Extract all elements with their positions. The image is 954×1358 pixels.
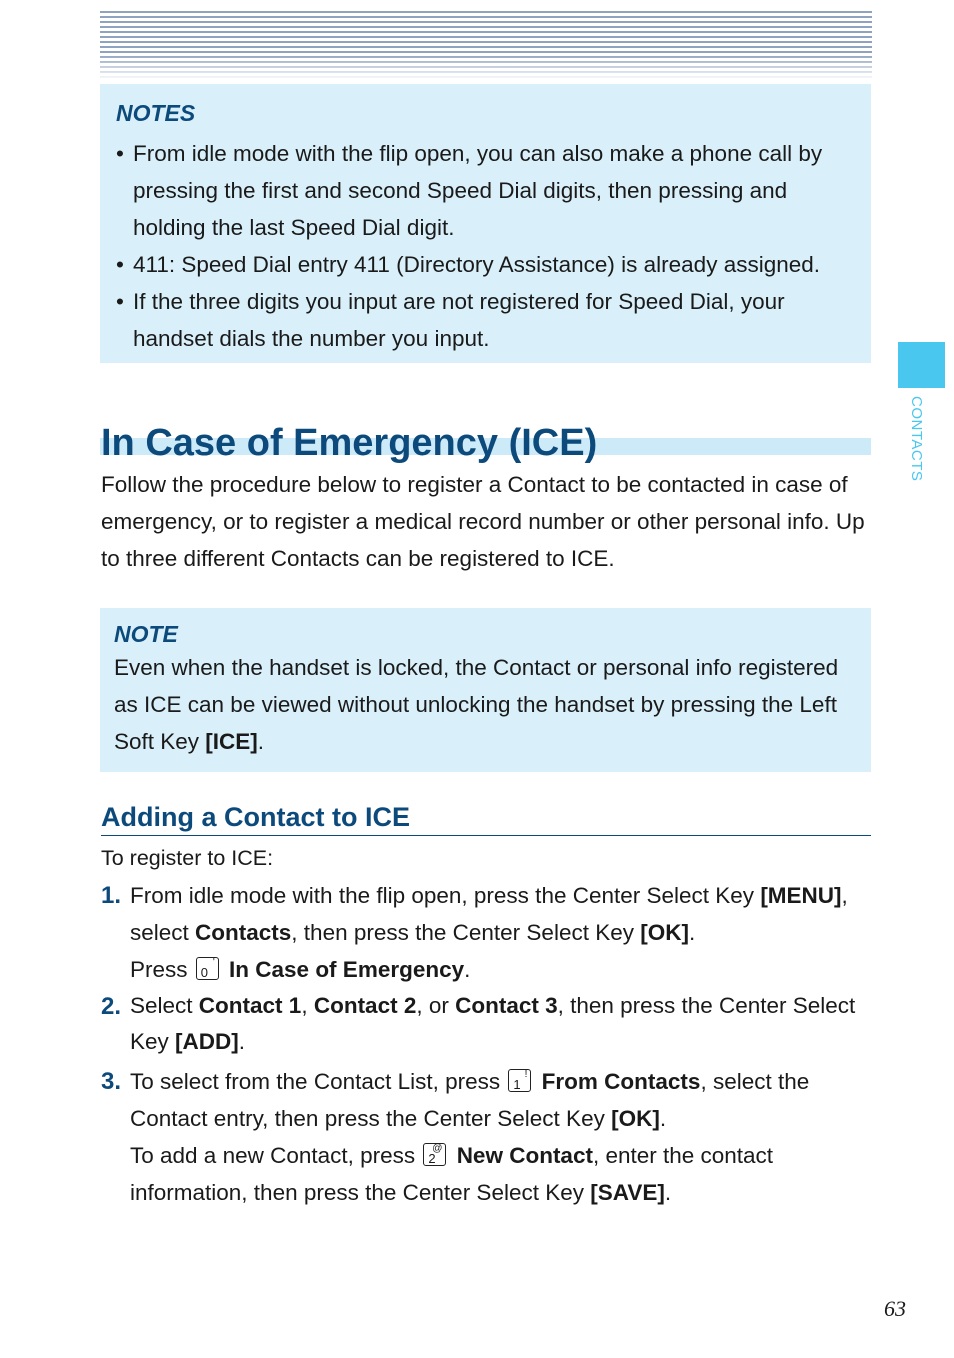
- note-text-main: Even when the handset is locked, the Contact or personal info registered as ICE can be viewed without unlocking the handset by pressing the Left Soft Key: [114, 655, 839, 754]
- step-number: 1.: [101, 882, 122, 909]
- list-item: [116, 246, 855, 283]
- step-1: [101, 877, 871, 988]
- header-stripes-decoration: [100, 11, 872, 78]
- notes-heading: NOTES: [116, 100, 196, 126]
- list-item: [116, 283, 855, 357]
- bullet-icon: •: [116, 141, 124, 166]
- note-item-text: 411: Speed Dial entry 411 (Directory Assistance) is already assigned.: [133, 252, 821, 277]
- note-item-text: If the three digits you input are not registered for Speed Dial, your handset dials the number you input.: [133, 289, 785, 351]
- section-tab-label: CONTACTS: [908, 396, 925, 482]
- ice-key-label: [ICE]: [205, 729, 258, 754]
- key-0-icon: 0 ': [196, 957, 219, 980]
- step-text: From idle mode with the flip open, press the Center Select Key [MENU], select Contacts, then press the Center Select Key [OK]. Press 0 ' In Case of Emergency.: [130, 883, 848, 982]
- page-number: 63: [884, 1296, 906, 1321]
- step-2: [101, 988, 871, 1060]
- notes-list: [116, 135, 855, 357]
- bullet-icon: •: [116, 289, 124, 314]
- section-intro: Follow the procedure below to register a Contact to be contacted in case of emergency, or to register a medical record number or other personal info. Up to three different Contacts can be registered to ICE.: [101, 472, 865, 571]
- subsection-title: Adding a Contact to ICE: [101, 799, 871, 836]
- note-item-text: From idle mode with the flip open, you can also make a phone call by pressing the first and second Speed Dial digits, then pressing and holding the last Speed Dial digit.: [133, 141, 823, 240]
- step-number: 2.: [101, 993, 122, 1020]
- section-title: In Case of Emergency (ICE): [101, 422, 598, 464]
- key-2-icon: 2 @: [423, 1143, 446, 1166]
- note-text-end: .: [257, 729, 265, 754]
- key-1-icon: 1 !: [508, 1069, 531, 1092]
- step-text: Select Contact 1, Contact 2, or Contact 3, then press the Center Select Key [ADD].: [130, 993, 856, 1054]
- note-box: [100, 608, 871, 772]
- step-number: 3.: [101, 1068, 122, 1095]
- steps-lead: To register to ICE:: [101, 846, 274, 870]
- step-3: [101, 1063, 871, 1211]
- list-item: [116, 135, 855, 246]
- notes-box: [100, 84, 871, 363]
- note-text: [114, 649, 857, 760]
- note-heading: NOTE: [114, 621, 178, 647]
- section-tab-marker: [898, 342, 945, 388]
- bullet-icon: •: [116, 252, 124, 277]
- step-text: To select from the Contact List, press 1 ! From Contacts, select the Contact entry, then press the Center Select Key [OK]. To add a new Contact, press 2 @ New Contact, enter the contact information, then press the Center Select Key [SAVE].: [130, 1069, 810, 1205]
